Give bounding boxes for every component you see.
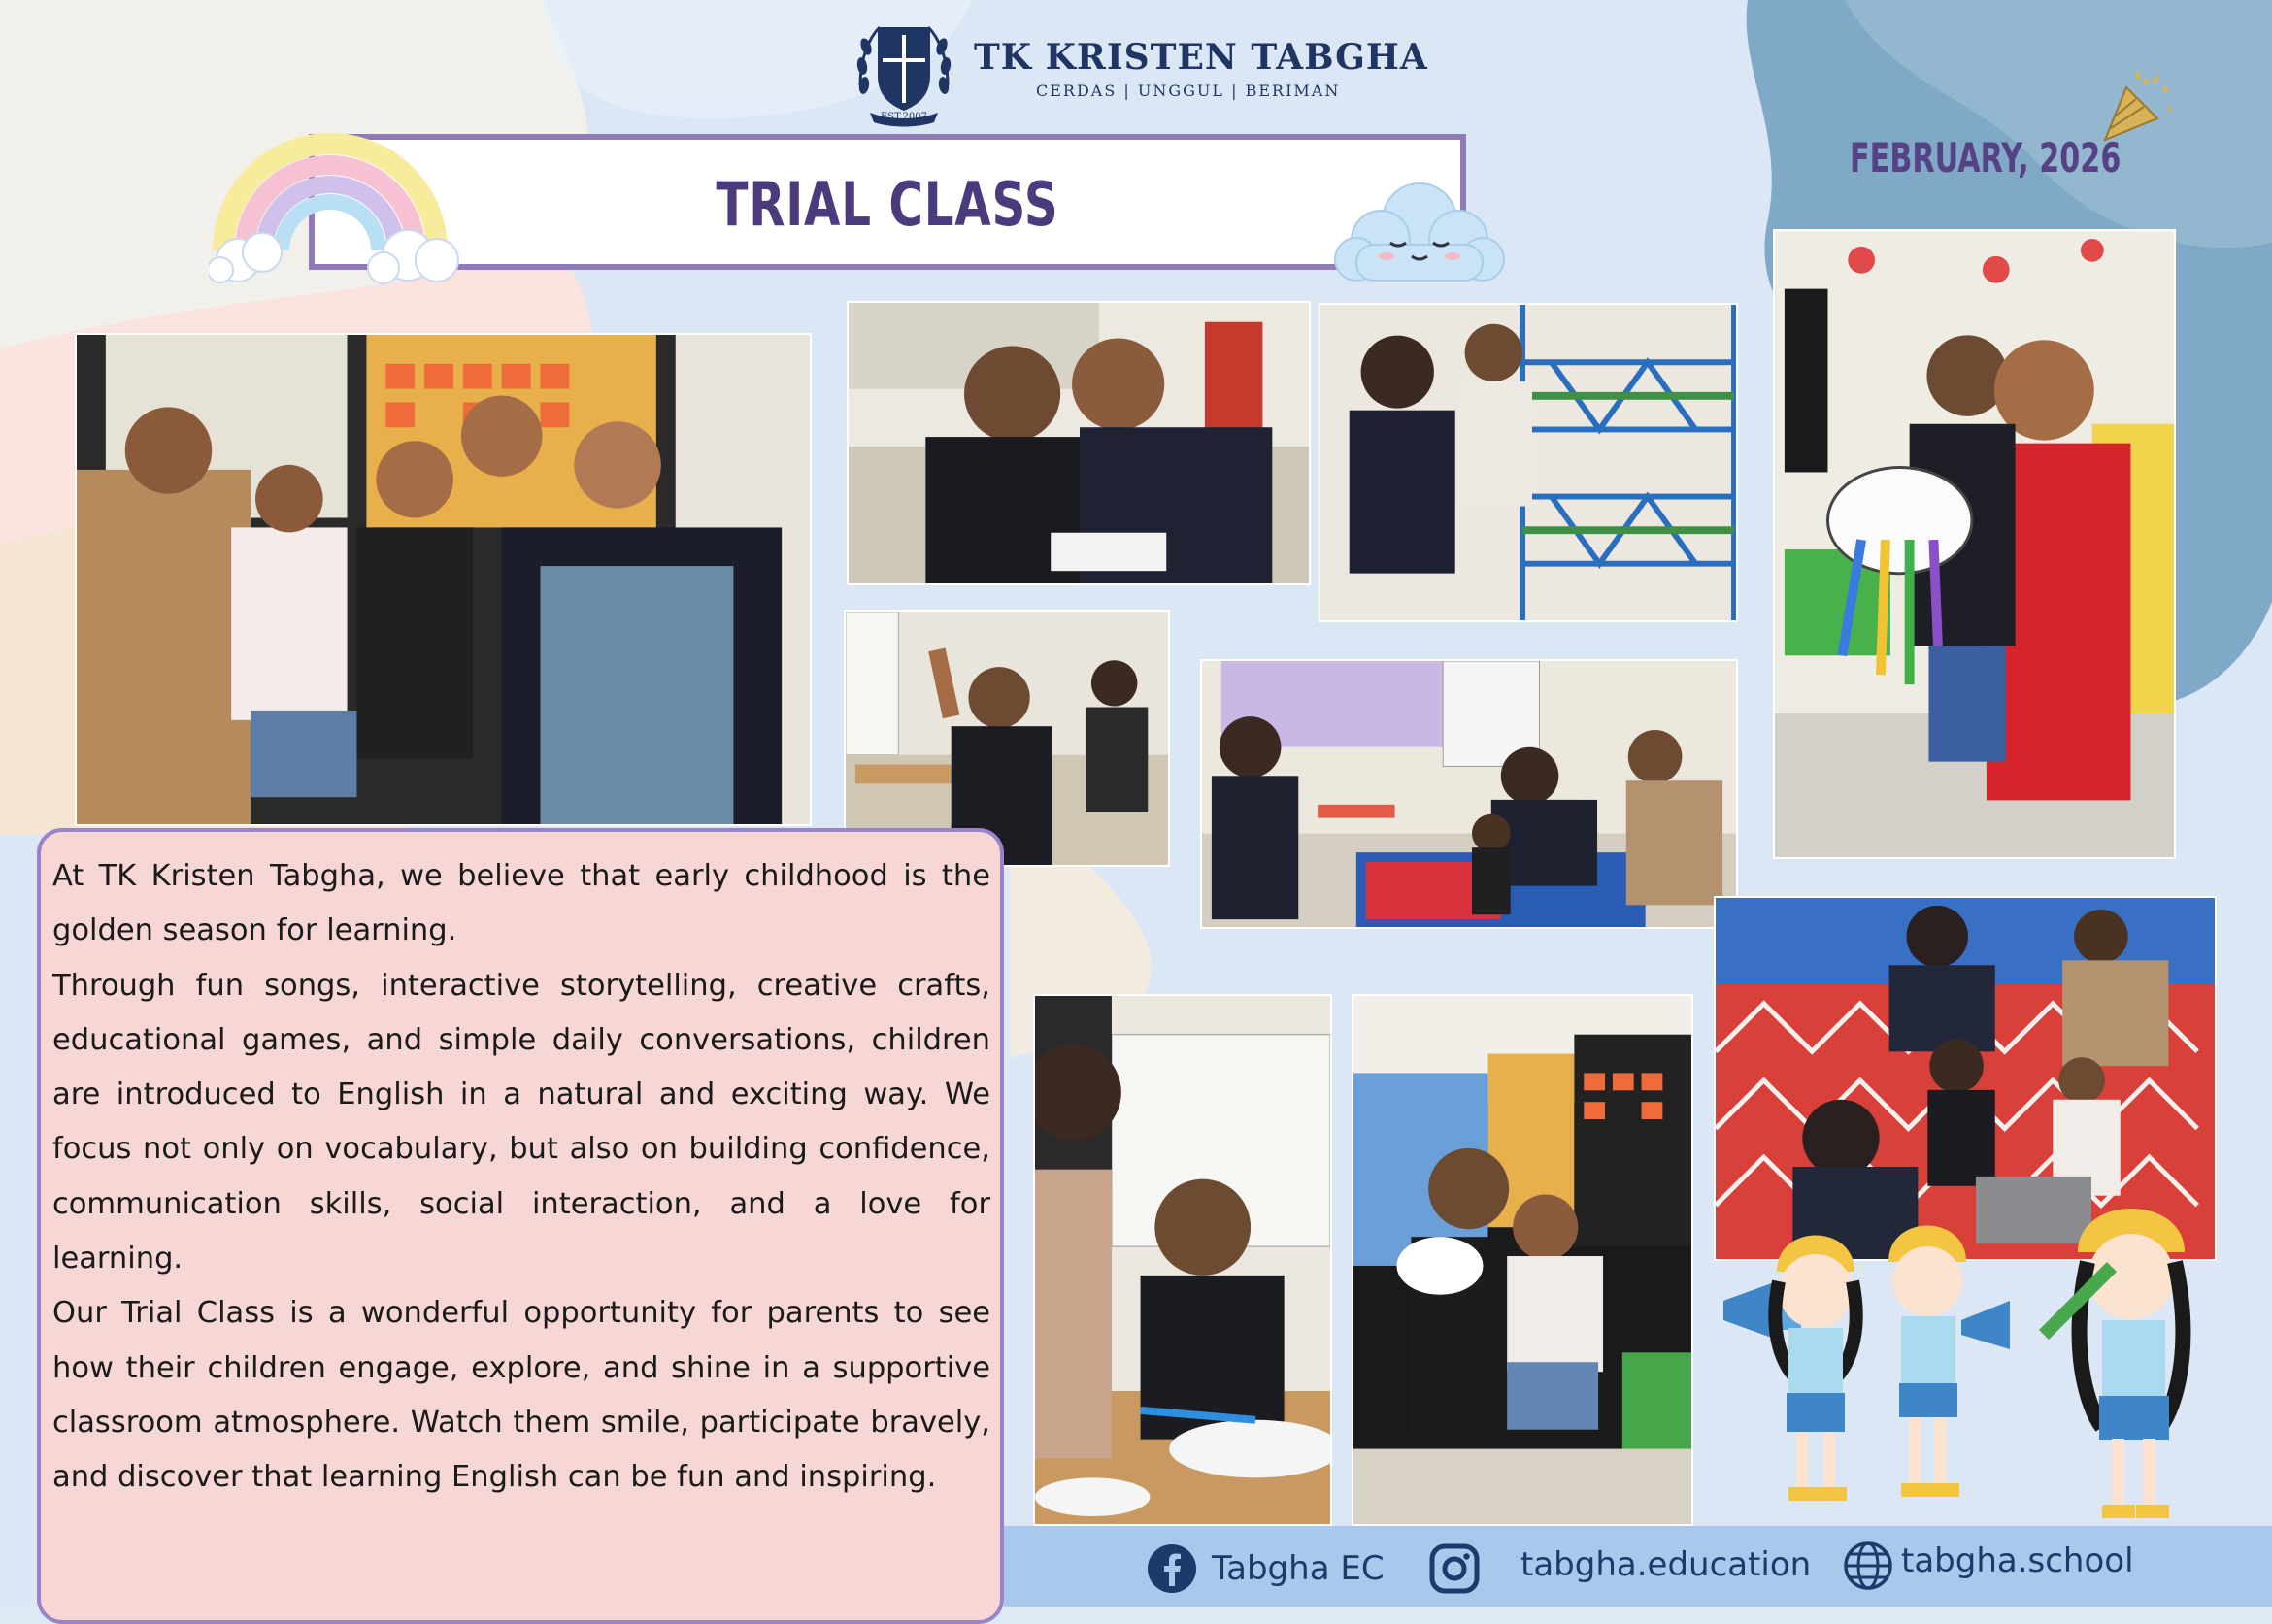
instagram-handle[interactable]: tabgha.education: [1520, 1545, 1812, 1584]
photo-classroom-activity: [1200, 659, 1738, 929]
photo-teacher-boy-jellyfish: [1773, 229, 2176, 859]
globe-icon[interactable]: [1843, 1541, 1893, 1591]
kids-illustration: [1719, 1184, 2233, 1543]
paragraph-approach: Through fun songs, interactive storytelling, creative crafts, educational games, and simple daily conversations, children are introduced to English in a natural and exciting way. We focus not only on vocabulary, but also on building confidence, communication skills, social interaction, and a love for learning.: [52, 968, 990, 1276]
school-name: TK KRISTEN TABGHA: [974, 37, 1428, 78]
paragraph-intro: At TK Kristen Tabgha, we believe that early childhood is the golden season for learning.: [52, 859, 990, 948]
website-link[interactable]: tabgha.school: [1901, 1541, 2134, 1580]
school-tagline: CERDAS | UNGGUL | BERIMAN: [1036, 82, 1341, 100]
photo-climbing-wall: [1319, 303, 1738, 622]
crest-est: EST.2007: [881, 112, 927, 122]
page-title: TRIAL CLASS: [716, 169, 1059, 240]
paragraph-trial-class: Our Trial Class is a wonderful opportunity for parents to see how their children engage, explore, and shine in a supportive classroom atmosphere. Watch them smile, participate bravely, and discover that learning English can be fun and inspiring.: [52, 1296, 990, 1495]
facebook-icon[interactable]: [1147, 1543, 1197, 1594]
cloud-icon: [1332, 167, 1507, 298]
description-panel: [37, 828, 1004, 1624]
facebook-handle[interactable]: Tabgha EC: [1212, 1549, 1385, 1588]
rainbow-icon: [209, 115, 471, 284]
photo-teacher-girl-shapes: [1352, 994, 1693, 1526]
photo-boy-crafting: [1033, 994, 1332, 1526]
publication-date: FEBRUARY, 2026: [1850, 134, 2122, 182]
instagram-icon[interactable]: [1429, 1543, 1480, 1594]
photo-teacher-boy-craft: [847, 301, 1311, 585]
photo-group-crafts: [75, 333, 812, 826]
title-banner: [309, 134, 1466, 270]
